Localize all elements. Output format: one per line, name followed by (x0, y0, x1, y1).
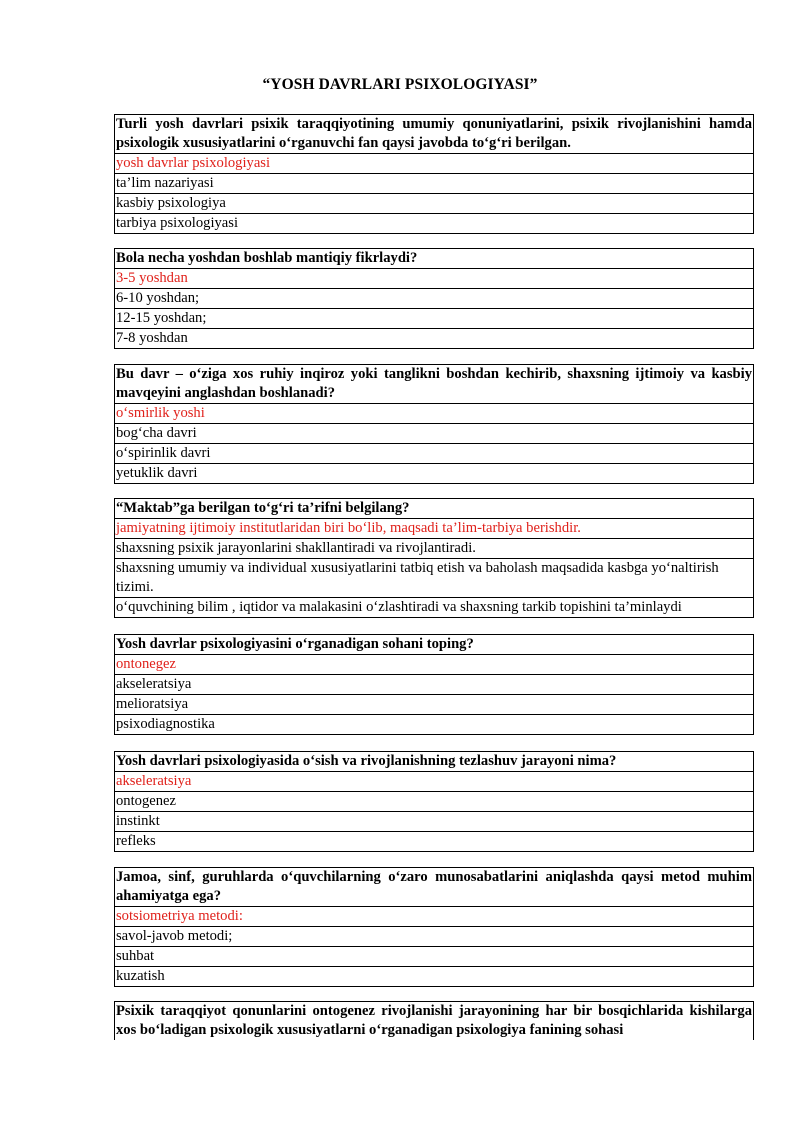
answer-option-correct: sotsiometriya metodi: (115, 907, 754, 927)
answer-option: refleks (115, 832, 754, 852)
question-text: “Maktab”ga berilgan to‘g‘ri ta’rifni belgilang? (115, 499, 754, 519)
question-text: Psixik taraqqiyot qonunlarini ontogenez rivojlanishi jarayonining har bir bosqichlarida kishilarga xos bo‘ladigan psixologik xususiyatlarni o‘rganadigan psixologiya fanining sohasi (116, 1003, 752, 1038)
question-text: Jamoa, sinf, guruhlarda o‘quvchilarning o‘zaro munosabatlarini aniqlashda qaysi metod muhim ahamiyatga ega? (115, 868, 754, 907)
question-text: Yosh davrlari psixologiyasida o‘sish va rivojlanishning tezlashuv jarayoni nima? (115, 752, 754, 772)
answer-option: melioratsiya (115, 695, 754, 715)
question-text: Turli yosh davrlari psixik taraqqiyotining umumiy qonuniyatlarini, psixik rivojlanishini hamda psixologik xususiyatlarini o‘rganuvchi fan qaysi javobda to‘g‘ri berilgan. (115, 115, 754, 154)
answer-option: ta’lim nazariyasi (115, 174, 754, 194)
answer-option: shaxsning psixik jarayonlarini shakllantiradi va rivojlantiradi. (115, 539, 754, 559)
answer-option: 12-15 yoshdan; (115, 309, 754, 329)
question-table-8 (114, 1001, 754, 1040)
question-table-1 (114, 114, 754, 234)
answer-option: kasbiy psixologiya (115, 194, 754, 214)
answer-option: yetuklik davri (115, 464, 754, 484)
answer-option: kuzatish (115, 967, 754, 987)
question-table-5 (114, 634, 754, 735)
question-table-2 (114, 248, 754, 349)
question-table-3 (114, 364, 754, 484)
answer-option-correct: akseleratsiya (115, 772, 754, 792)
answer-option: instinkt (115, 812, 754, 832)
answer-option: bog‘cha davri (115, 424, 754, 444)
answer-option: akseleratsiya (115, 675, 754, 695)
question-text: Bola necha yoshdan boshlab mantiqiy fikrlaydi? (115, 249, 754, 269)
answer-option: 7-8 yoshdan (115, 329, 754, 349)
answer-option: o‘spirinlik davri (115, 444, 754, 464)
answer-option-correct: yosh davrlar psixologiyasi (115, 154, 754, 174)
answer-option: tarbiya psixologiyasi (115, 214, 754, 234)
answer-option: 6-10 yoshdan; (115, 289, 754, 309)
page-title: “YOSH DAVRLARI PSIXOLOGIYASI” (262, 76, 538, 93)
question-table-4 (114, 498, 754, 618)
answer-option: psixodiagnostika (115, 715, 754, 735)
answer-option: shaxsning umumiy va individual xususiyatlarini tatbiq etish va baholash maqsadida kasbga yo‘naltirish tizimi. (115, 559, 754, 598)
answer-option-correct: 3-5 yoshdan (115, 269, 754, 289)
answer-option: ontogenez (115, 792, 754, 812)
answer-option: suhbat (115, 947, 754, 967)
question-table-7 (114, 867, 754, 987)
answer-option-correct: o‘smirlik yoshi (115, 404, 754, 424)
question-text: Bu davr – o‘ziga xos ruhiy inqiroz yoki tanglikni boshdan kechirib, shaxsning ijtimoiy va kasbiy mavqeyini anglashdan boshlanadi? (115, 365, 754, 404)
answer-option: o‘quvchining bilim , iqtidor va malakasini o‘zlashtiradi va shaxsning tarkib topishini ta’minlaydi (115, 598, 754, 618)
answer-option-correct: jamiyatning ijtimoiy institutlaridan biri bo‘lib, maqsadi ta’lim-tarbiya berishdir. (115, 519, 754, 539)
question-text: Yosh davrlar psixologiyasini o‘rganadigan sohani toping? (115, 635, 754, 655)
answer-option-correct: ontonegez (115, 655, 754, 675)
question-table-6 (114, 751, 754, 852)
answer-option: savol-javob metodi; (115, 927, 754, 947)
